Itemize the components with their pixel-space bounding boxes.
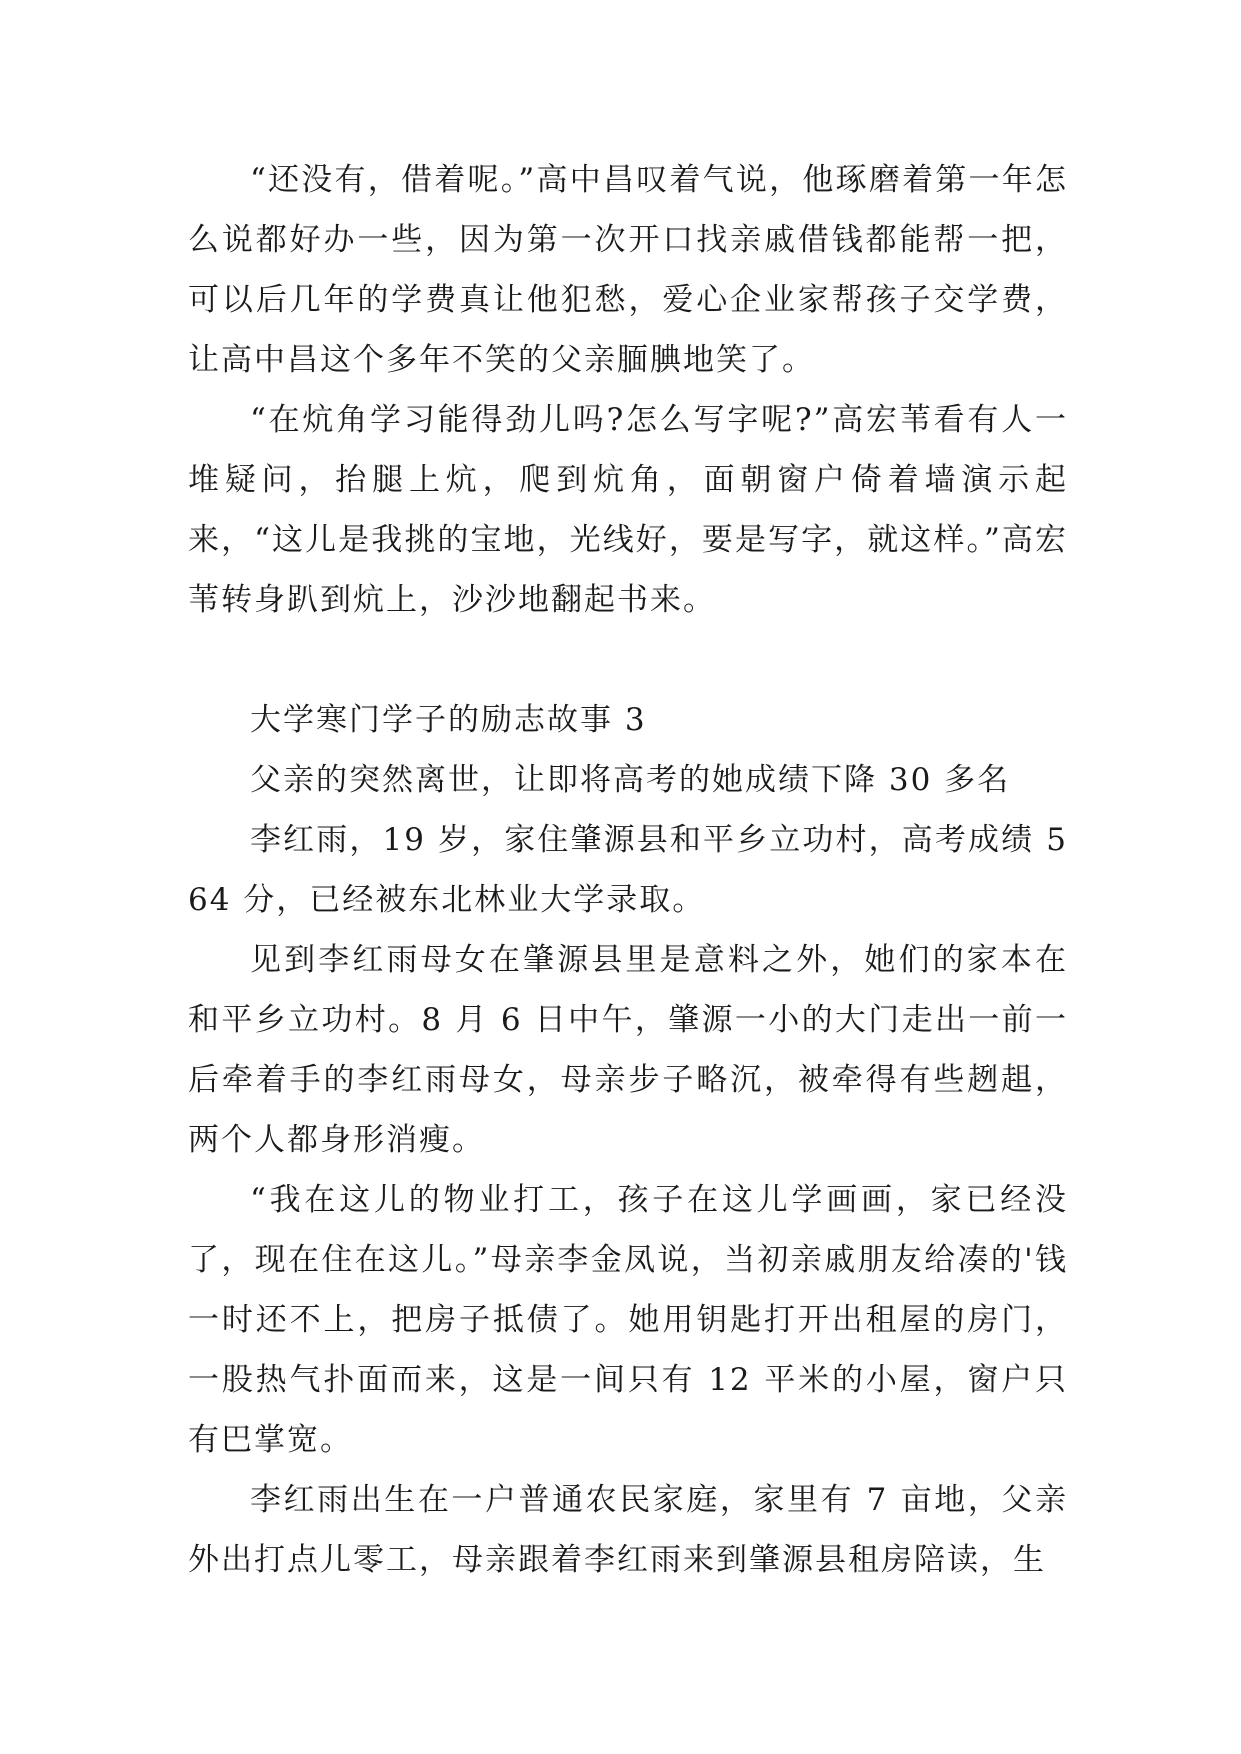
paragraph: 李红雨，19 岁，家住肇源县和平乡立功村，高考成绩 564 分，已经被东北林业大学录取。	[188, 822, 1068, 918]
document-page	[188, 150, 1068, 1590]
paragraph: 见到李红雨母女在肇源县里是意料之外，她们的家本在和平乡立功村。8 月 6 日中午，肇源一小的大门走出一前一后牵着手的李红雨母女，母亲步子略沉，被牵得有些趔趄，两个人都身形消瘦。	[188, 942, 1068, 1158]
paragraph: “我在这儿的物业打工，孩子在这儿学画画，家已经没了，现在住在这儿。”母亲李金凤说，当初亲戚朋友给凑的'钱一时还不上，把房子抵债了。她用钥匙打开出租屋的房门，一股热气扑面而来，这是一间只有 12 平米的小屋，窗户只有巴掌宽。	[188, 1182, 1068, 1458]
section-title: 大学寒门学子的励志故事 3	[250, 702, 647, 738]
section-spacer	[188, 630, 1068, 690]
section-subtitle: 父亲的突然离世，让即将高考的她成绩下降 30 多名	[250, 762, 1011, 798]
paragraph: 李红雨出生在一户普通农民家庭，家里有 7 亩地，父亲外出打点儿零工，母亲跟着李红雨来到肇源县租房陪读，生	[188, 1482, 1068, 1578]
paragraph: “在炕角学习能得劲儿吗?怎么写字呢?”高宏苇看有人一堆疑问，抬腿上炕，爬到炕角，面朝窗户倚着墙演示起来，“这儿是我挑的宝地，光线好，要是写字，就这样。”高宏苇转身趴到炕上，沙沙地翻起书来。	[188, 402, 1068, 618]
paragraph: “还没有，借着呢。”高中昌叹着气说，他琢磨着第一年怎么说都好办一些，因为第一次开口找亲戚借钱都能帮一把，可以后几年的学费真让他犯愁，爱心企业家帮孩子交学费，让高中昌这个多年不笑的父亲腼腆地笑了。	[188, 162, 1068, 378]
